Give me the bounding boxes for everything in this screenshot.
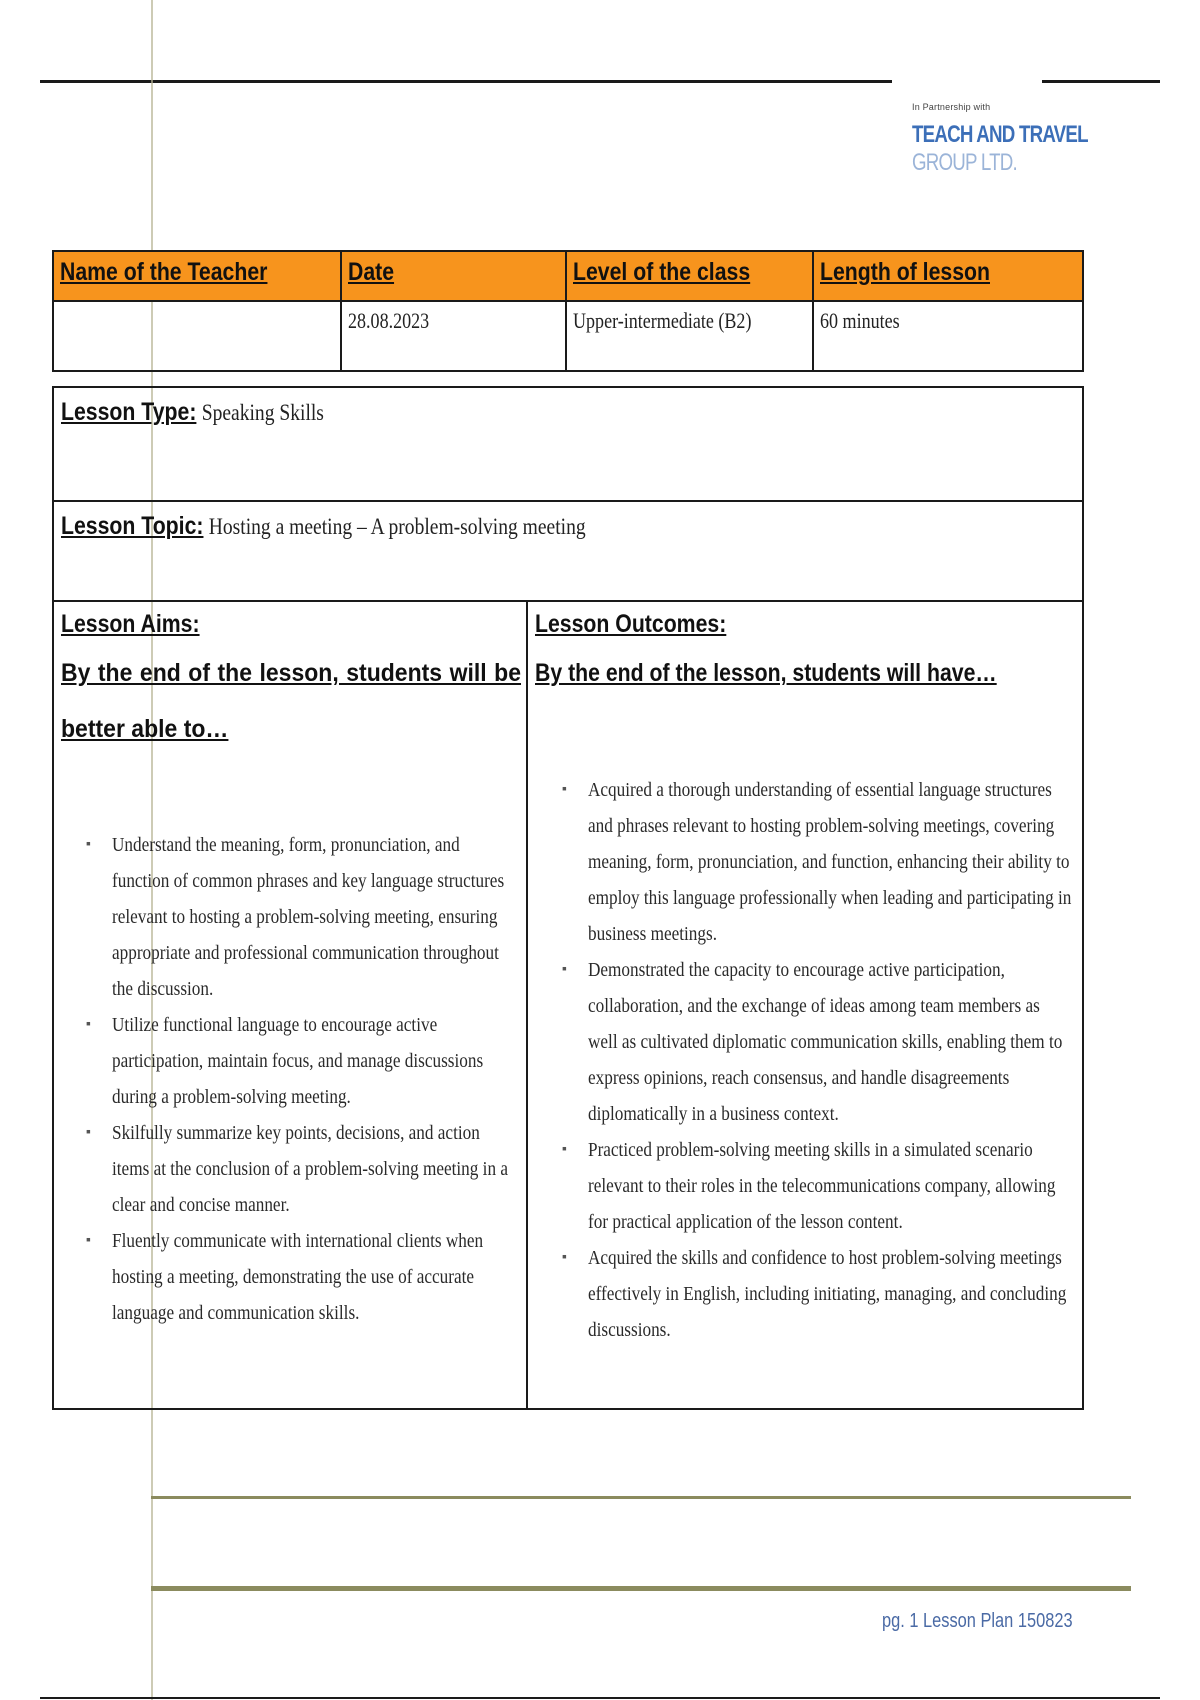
outcomes-list	[562, 772, 1152, 1348]
value-level: Upper-intermediate (B2)	[566, 301, 813, 371]
lesson-topic-box	[52, 500, 1084, 602]
lesson-type-box	[52, 386, 1084, 502]
lesson-info-table	[52, 250, 1084, 372]
header-date: Date	[341, 251, 566, 301]
top-rule-left	[40, 80, 892, 83]
outcomes-intro: By the end of the lesson, students will have…	[535, 659, 997, 687]
top-rule-right	[1042, 80, 1160, 83]
outcomes-item: ▪ Demonstrated the capacity to encourage active participation, collaboration, and the exchange of ideas among team members as well as cultivated diplomatic communication skills, enabling them to express opinions, reach consensus, and handle disagreements diplomatically in a business context.	[562, 959, 1063, 1125]
aims-heading: Lesson Aims:	[61, 610, 200, 638]
logo	[912, 102, 1088, 176]
lesson-type-value: Speaking Skills	[201, 400, 324, 425]
aims-item: ▪ Utilize functional language to encourage active participation, maintain focus, and manage discussions during a problem-solving meeting.	[86, 1014, 484, 1108]
value-date: 28.08.2023	[341, 301, 566, 371]
lesson-topic-label: Lesson Topic:	[61, 512, 204, 540]
page-footer: pg. 1 Lesson Plan 150823	[882, 1610, 1073, 1632]
outcomes-item: ▪ Practiced problem-solving meeting skills in a simulated scenario relevant to their roles in the telecommunications company, allowing for practical application of the lesson content.	[562, 1139, 1056, 1233]
lesson-type-label: Lesson Type:	[61, 398, 197, 426]
aims-item: ▪ Fluently communicate with international clients when hosting a meeting, demonstrating the use of accurate language and communication skills.	[86, 1230, 484, 1324]
outcomes-item: ▪ Acquired the skills and confidence to host problem-solving meetings effectively in English, including initiating, managing, and concluding discussions.	[562, 1247, 1067, 1341]
aims-intro: By the end of the lesson, students will be better able to…	[61, 659, 521, 743]
bottom-rule	[40, 1697, 1160, 1699]
aims-list	[86, 827, 582, 1331]
aims-item: ▪ Understand the meaning, form, pronunciation, and function of common phrases and key language structures relevant to hosting a problem-solving meeting, ensuring appropriate and professional communication throughout the discussion.	[86, 834, 505, 1000]
logo-title: TEACH AND TRAVEL	[912, 121, 1088, 148]
outcomes-item: ▪ Acquired a thorough understanding of essential language structures and phrases relevant to hosting problem-solving meetings, covering meaning, form, pronunciation, and function, enhancing their ability to employ this language professionally when leading and participating in business meetings.	[562, 779, 1072, 945]
header-length: Length of lesson	[813, 251, 1084, 301]
header-teacher: Name of the Teacher	[53, 251, 341, 301]
info-value-row	[53, 301, 1083, 371]
outcomes-heading: Lesson Outcomes:	[535, 610, 727, 638]
info-header-row	[53, 251, 1083, 301]
lesson-outcomes-box	[526, 600, 1084, 1410]
aims-item: ▪ Skilfully summarize key points, decisions, and action items at the conclusion of a problem-solving meeting in a clear and concise manner.	[86, 1122, 508, 1216]
lesson-aims-box	[52, 600, 528, 1410]
value-length: 60 minutes	[813, 301, 1084, 371]
value-teacher	[53, 301, 341, 371]
footer-rule-thick	[151, 1586, 1131, 1591]
lesson-topic-value: Hosting a meeting – A problem-solving meeting	[208, 514, 586, 539]
logo-partnership-text: In Partnership with	[912, 102, 991, 112]
logo-subtitle: GROUP LTD.	[912, 149, 1017, 176]
header-level: Level of the class	[566, 251, 813, 301]
footer-rule-thin	[151, 1496, 1131, 1499]
